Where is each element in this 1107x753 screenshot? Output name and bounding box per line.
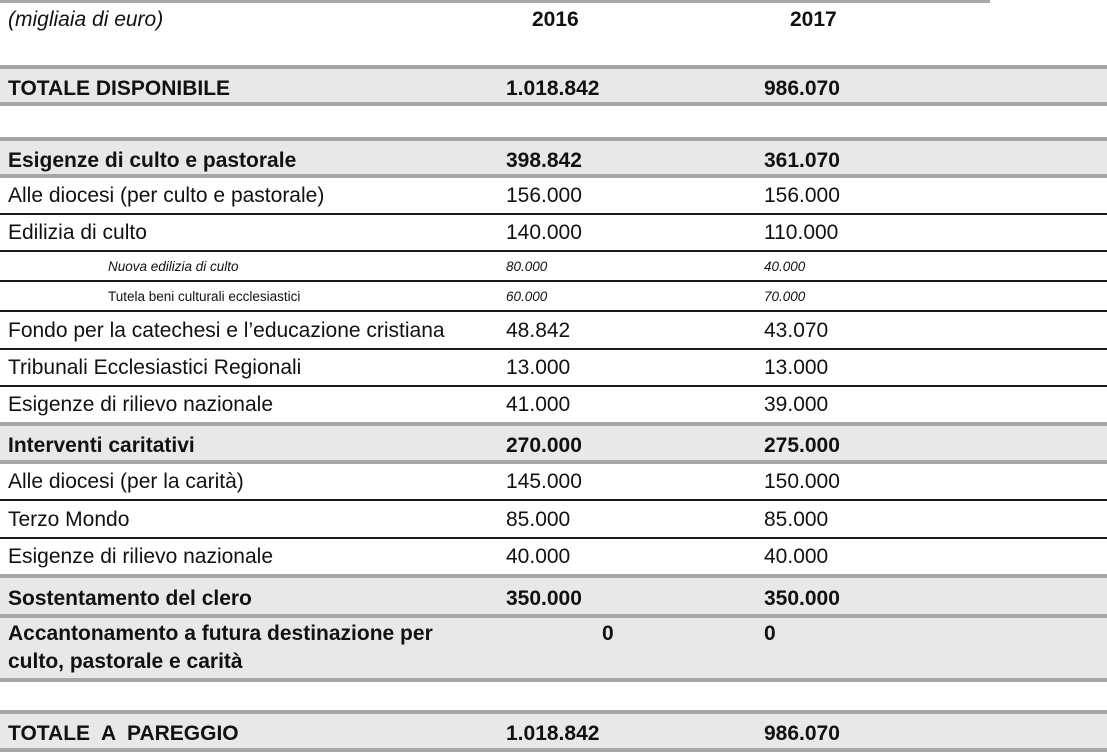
value-2016: 145.000 (506, 470, 582, 493)
value-2017: 986.070 (764, 722, 840, 745)
table-row (0, 539, 1107, 576)
table-row (0, 178, 1107, 215)
value-2017: 0 (764, 622, 776, 645)
value-2017: 986.070 (764, 77, 840, 100)
row-accantonamento (0, 618, 1107, 682)
value-2016: 0 (602, 622, 614, 645)
value-2017: 350.000 (764, 587, 840, 610)
table-row-sub (0, 252, 1107, 282)
value-2016: 13.000 (506, 356, 571, 379)
row-label: Tribunali Ecclesiastici Regionali (8, 356, 302, 379)
value-2016: 140.000 (506, 221, 582, 244)
row-label: TOTALE DISPONIBILE (8, 77, 231, 100)
row-label: Edilizia di culto (8, 221, 147, 244)
value-2017: 43.070 (764, 319, 829, 342)
value-2017: 150.000 (764, 470, 840, 493)
value-2016: 41.000 (506, 393, 571, 416)
row-label-line2: culto, pastorale e carità (8, 650, 243, 673)
value-2017: 40.000 (764, 545, 829, 568)
table-row (0, 215, 1107, 252)
value-2016: 1.018.842 (506, 722, 600, 745)
row-totale-pareggio (0, 710, 1107, 752)
value-2016: 398.842 (506, 149, 582, 172)
table-header (0, 8, 1107, 38)
row-label-line1: Accantonamento a futura destinazione per (8, 622, 433, 645)
value-2016: 270.000 (506, 434, 582, 457)
value-2017: 275.000 (764, 434, 840, 457)
row-totale-disponibile (0, 65, 1107, 106)
table-row (0, 464, 1107, 501)
value-2017: 40.000 (764, 259, 806, 274)
value-2017: 85.000 (764, 508, 829, 531)
table-row (0, 350, 1107, 387)
table-row (0, 501, 1107, 539)
row-label: Esigenze di rilievo nazionale (8, 393, 273, 416)
value-2016: 85.000 (506, 508, 571, 531)
row-sostentamento-clero (0, 574, 1107, 618)
table-row (0, 312, 1107, 350)
row-label: TOTALE A PAREGGIO (8, 722, 239, 745)
value-2017: 39.000 (764, 393, 829, 416)
row-label: Esigenze di culto e pastorale (8, 149, 297, 172)
row-label: Nuova edilizia di culto (108, 259, 239, 274)
row-label: Alle diocesi (per culto e pastorale) (8, 184, 325, 207)
value-2016: 60.000 (506, 289, 548, 304)
value-2017: 110.000 (764, 221, 839, 244)
value-2016: 350.000 (506, 587, 582, 610)
year-2016-header: 2016 (532, 8, 579, 31)
top-rule (0, 0, 990, 3)
unit-label: (migliaia di euro) (8, 8, 164, 31)
value-2016: 1.018.842 (506, 77, 600, 100)
row-interventi-caritativi (0, 422, 1107, 464)
value-2016: 40.000 (506, 545, 571, 568)
value-2016: 80.000 (506, 259, 548, 274)
year-2017-header: 2017 (790, 8, 837, 31)
row-label: Sostentamento del clero (8, 587, 252, 610)
row-label: Alle diocesi (per la carità) (8, 470, 244, 493)
value-2017: 361.070 (764, 149, 840, 172)
value-2016: 48.842 (506, 319, 571, 342)
table-row-sub (0, 282, 1107, 312)
value-2017: 70.000 (764, 289, 806, 304)
value-2017: 13.000 (764, 356, 829, 379)
row-label: Terzo Mondo (8, 508, 130, 531)
row-esigenze-culto (0, 137, 1107, 178)
row-label: Interventi caritativi (8, 434, 195, 457)
row-label: Fondo per la catechesi e l’educazione cristiana (8, 319, 445, 342)
value-2016: 156.000 (506, 184, 582, 207)
row-label: Esigenze di rilievo nazionale (8, 545, 273, 568)
row-label: Tutela beni culturali ecclesiastici (108, 289, 301, 304)
value-2017: 156.000 (764, 184, 840, 207)
table-row (0, 387, 1107, 424)
